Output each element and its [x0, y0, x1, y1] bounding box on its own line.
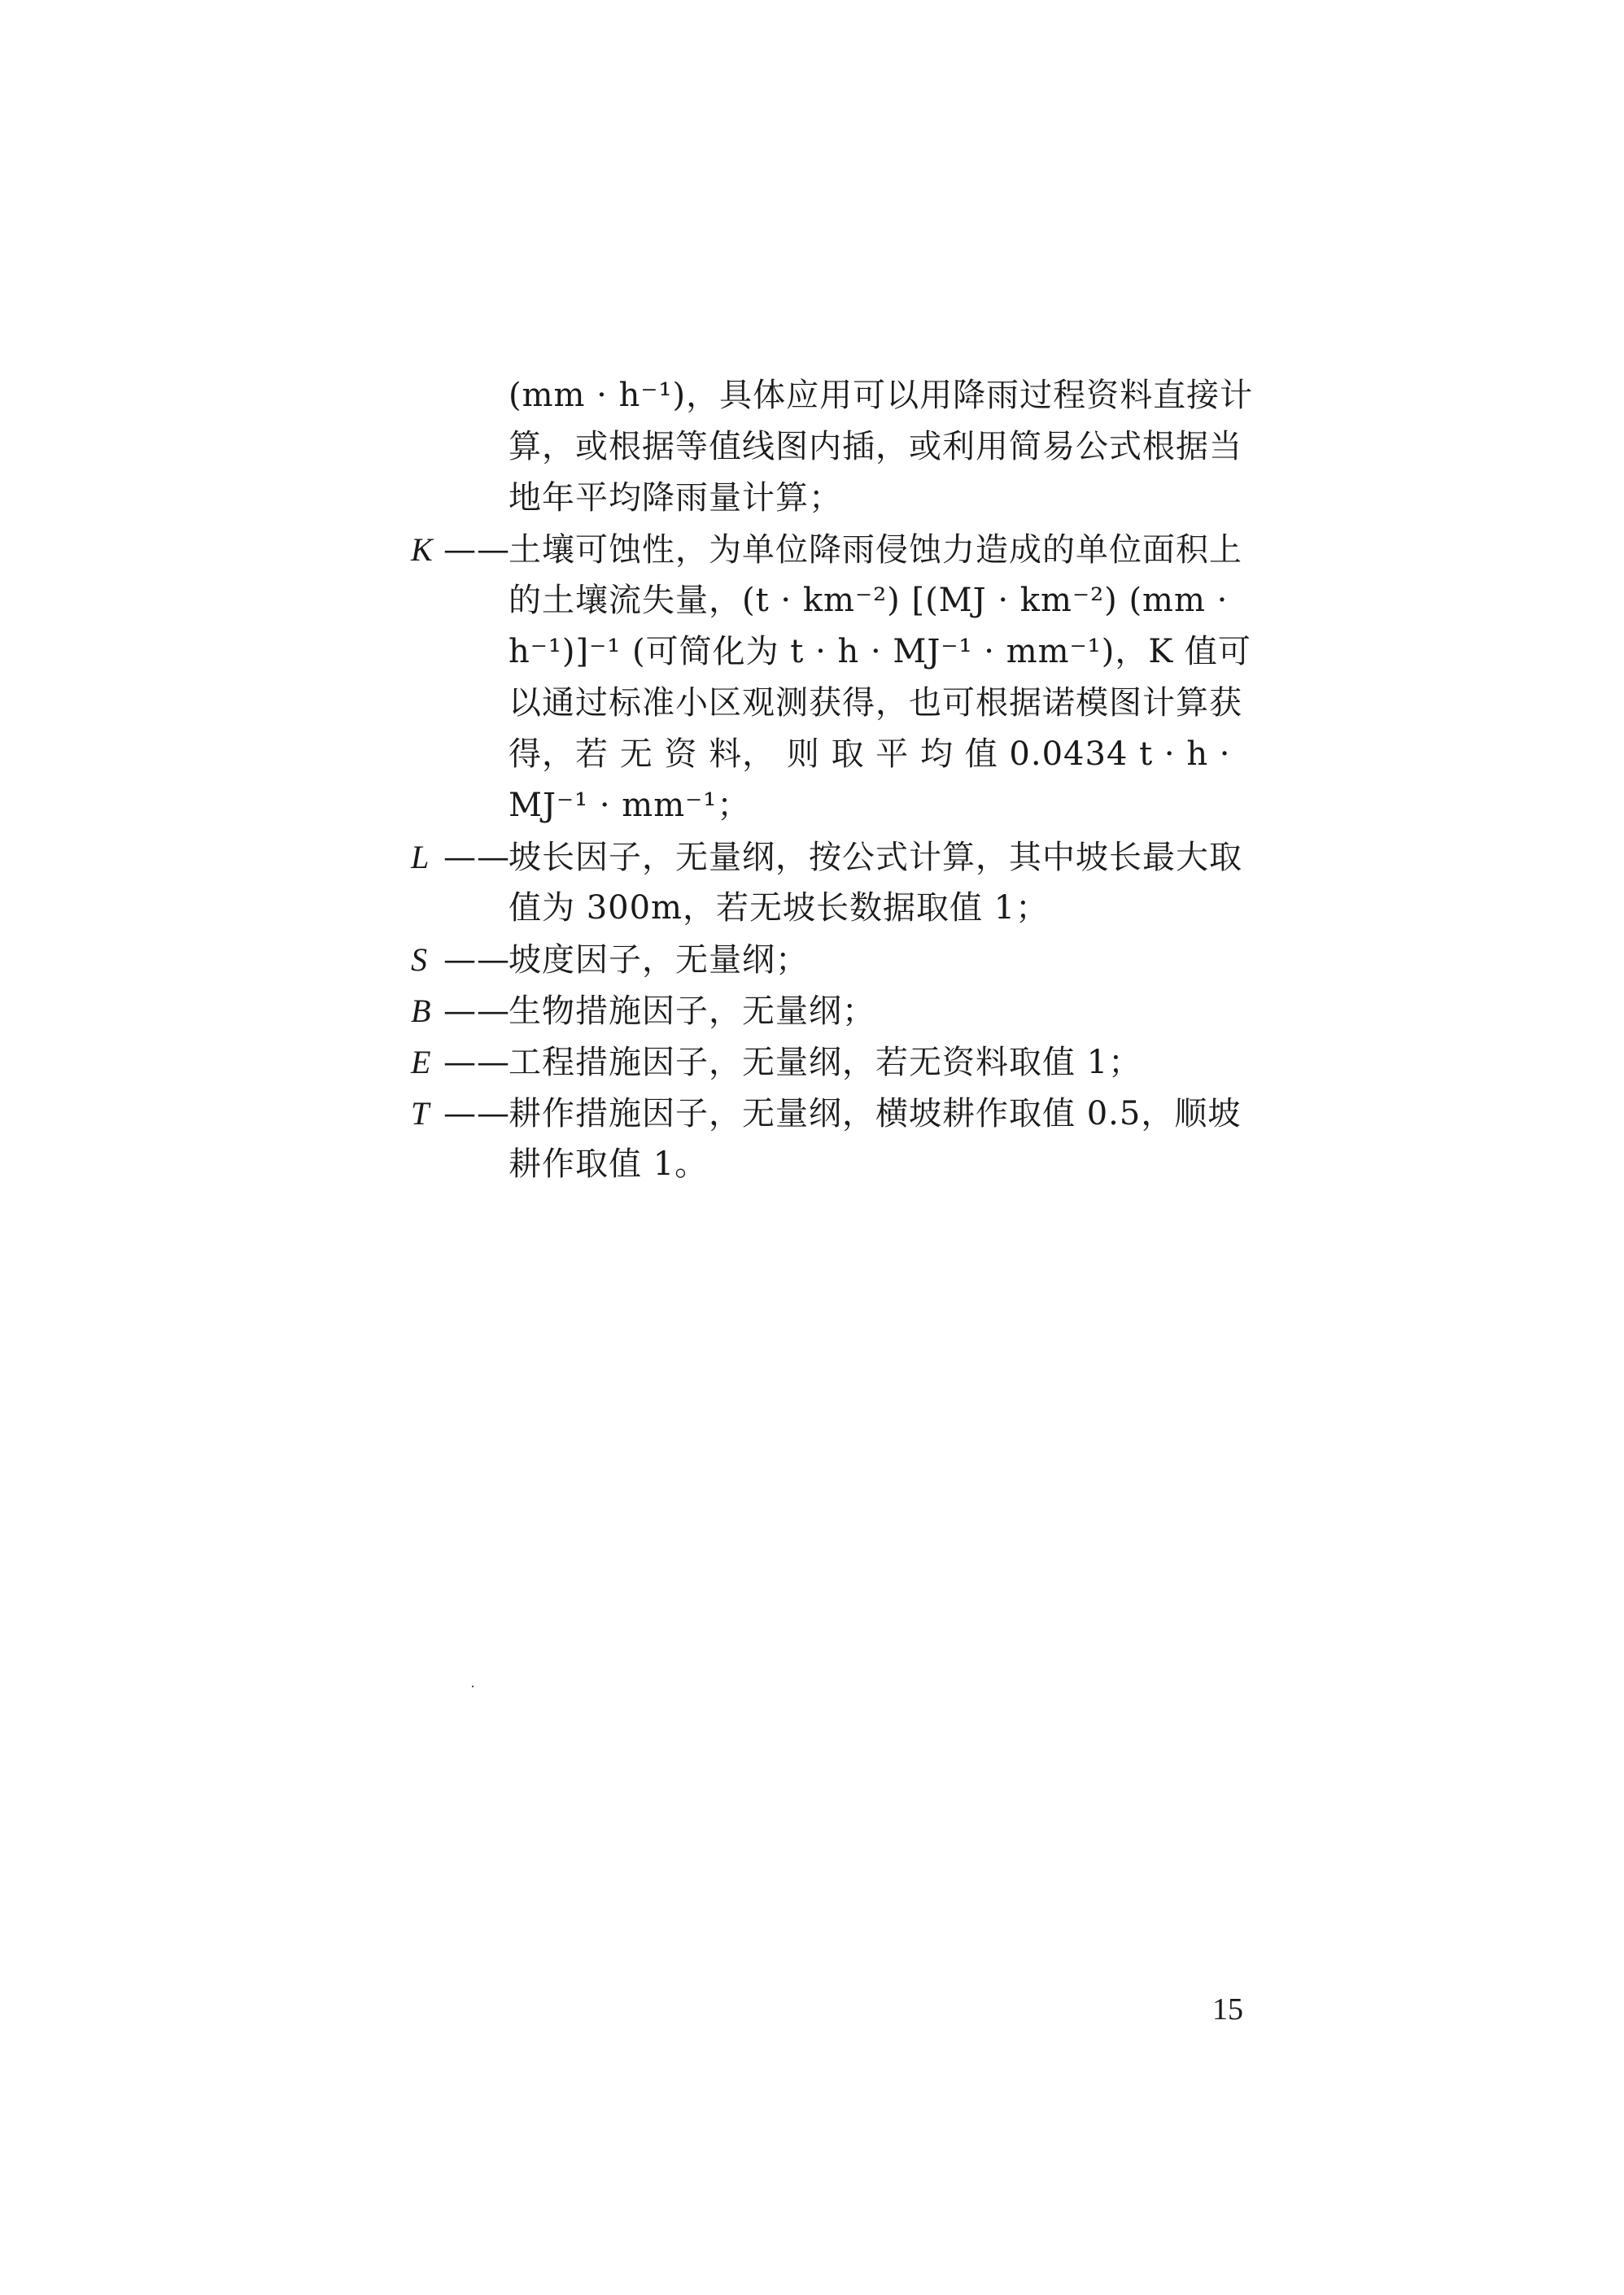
text-line: 算，或根据等值线图内插，或利用简易公式根据当	[509, 428, 1242, 465]
text-line: 地年平均降雨量计算；	[509, 479, 842, 517]
dash-separator: ——	[443, 1044, 510, 1081]
definition-text: 生物措施因子，无量纲；	[509, 993, 875, 1030]
dash-separator: ——	[443, 1095, 510, 1132]
dash-separator: ——	[443, 531, 510, 569]
definition-b	[411, 985, 1314, 1036]
dash-separator: ——	[443, 993, 510, 1030]
definition-text: 的土壤流失量，(t · km⁻²) [(MJ · km⁻²) (mm ·	[509, 582, 1229, 619]
definition-text: MJ⁻¹ · mm⁻¹；	[509, 787, 751, 824]
definition-text: 耕作措施因子，无量纲，横坡耕作取值 0.5，顺坡	[509, 1095, 1242, 1132]
scan-speck	[472, 1686, 474, 1687]
definition-text: 土壤可蚀性，为单位降雨侵蚀力造成的单位面积上	[509, 531, 1242, 569]
symbol-label: K	[411, 531, 434, 568]
definition-s	[411, 934, 1314, 985]
definition-text: 以通过标准小区观测获得，也可根据诺模图计算获	[509, 684, 1242, 722]
definition-k	[411, 524, 1314, 831]
definition-text: 坡长因子，无量纲，按公式计算，其中坡长最大取	[509, 839, 1242, 876]
definition-text: 耕作取值 1。	[509, 1145, 709, 1183]
body-text	[411, 370, 1314, 1190]
dash-separator: ——	[443, 839, 510, 876]
definition-text: h⁻¹)]⁻¹ (可简化为 t · h · MJ⁻¹ · mm⁻¹)，K 值可	[509, 633, 1251, 670]
dash-separator: ——	[443, 941, 510, 979]
symbol-label: B	[411, 993, 432, 1029]
symbol-label: E	[411, 1044, 432, 1080]
definition-text: 值为 300m，若无坡长数据取值 1；	[509, 889, 1050, 927]
definition-text: 工程措施因子，无量纲，若无资料取值 1；	[509, 1044, 1142, 1081]
symbol-label: S	[411, 941, 428, 978]
symbol-label: T	[411, 1095, 430, 1132]
page-number: 15	[1212, 1992, 1243, 2027]
text-line: (mm · h⁻¹)，具体应用可以用降雨过程资料直接计	[509, 377, 1254, 414]
definition-text: 得，若 无 资 料， 则 取 平 均 值 0.0434 t · h ·	[509, 735, 1231, 773]
definition-t	[411, 1088, 1314, 1190]
definition-l	[411, 831, 1314, 934]
definition-text: 坡度因子，无量纲；	[509, 941, 809, 979]
symbol-label: L	[411, 839, 430, 875]
definition-e	[411, 1036, 1314, 1088]
